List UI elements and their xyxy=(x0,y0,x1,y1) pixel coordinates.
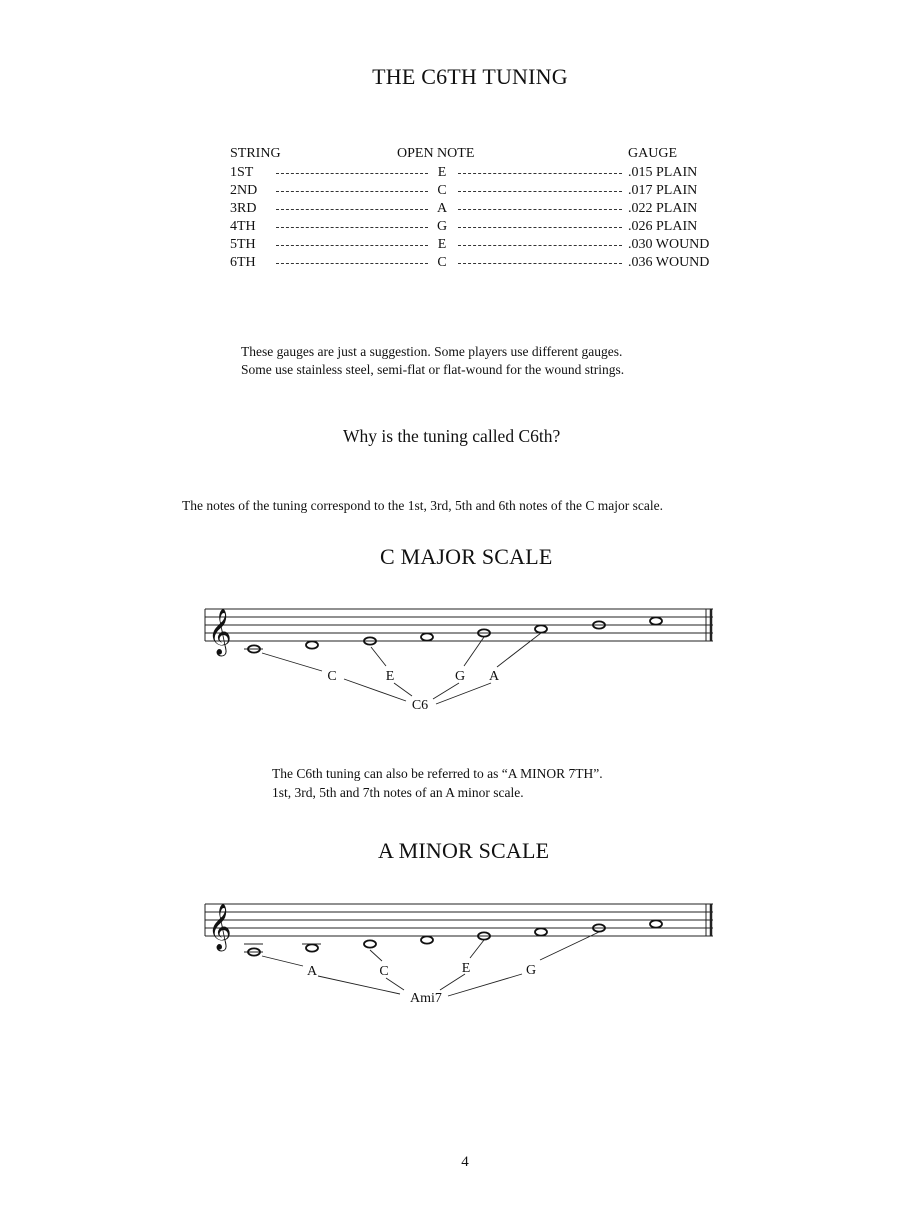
scale-note-label: G xyxy=(525,963,537,978)
dash-leader xyxy=(276,209,428,210)
gauge-note-line1: These gauges are just a suggestion. Some players use different gauges. xyxy=(241,344,623,359)
dash-leader xyxy=(458,245,622,246)
treble-clef-icon: 𝄞 xyxy=(208,904,232,949)
tuning-row xyxy=(230,182,730,200)
string-label: 4TH xyxy=(230,219,256,234)
open-note: G xyxy=(436,219,448,234)
c-major-staff xyxy=(0,595,900,720)
whole-note xyxy=(650,617,662,624)
page-number: 4 xyxy=(461,1154,469,1170)
chord-label: C6 xyxy=(411,698,429,713)
tuning-row xyxy=(230,200,730,218)
whole-note xyxy=(650,920,662,927)
explanation-text: The notes of the tuning correspond to the 1st, 3rd, 5th and 6th notes of the C major scale. xyxy=(182,498,664,513)
dash-leader xyxy=(276,173,428,174)
tuning-row xyxy=(230,254,730,272)
tuning-row xyxy=(230,218,730,236)
scale-note-label: G xyxy=(454,669,466,684)
scale-note-label: A xyxy=(306,964,318,979)
string-label: 6TH xyxy=(230,255,256,270)
dash-leader xyxy=(276,191,428,192)
whole-note xyxy=(306,944,318,951)
dash-leader xyxy=(276,263,428,264)
treble-clef-icon: 𝄞 xyxy=(208,609,232,654)
a-minor-title: A MINOR SCALE xyxy=(378,838,550,863)
gauge-value: .030 WOUND xyxy=(628,237,710,252)
dash-leader xyxy=(458,263,622,264)
string-label: 5TH xyxy=(230,237,256,252)
scale-note-label: C xyxy=(379,964,389,979)
open-note: E xyxy=(437,237,447,252)
whole-note xyxy=(535,625,547,632)
dash-leader xyxy=(458,191,622,192)
gauge-value: .022 PLAIN xyxy=(628,201,698,216)
gauge-value: .026 PLAIN xyxy=(628,219,698,234)
minor-note-line1: The C6th tuning can also be referred to as “A MINOR 7TH”. xyxy=(272,766,603,781)
question-heading: Why is the tuning called C6th? xyxy=(343,426,561,446)
scale-note-label: A xyxy=(488,669,500,684)
header-string: STRING xyxy=(230,146,281,161)
dash-leader xyxy=(458,173,622,174)
whole-note xyxy=(535,928,547,935)
dash-leader xyxy=(458,209,622,210)
dash-leader xyxy=(276,227,428,228)
header-open-note: OPEN NOTE xyxy=(397,146,475,161)
open-note: C xyxy=(437,183,447,198)
gauge-value: .036 WOUND xyxy=(628,255,710,270)
dash-leader xyxy=(276,245,428,246)
gauge-note-line2: Some use stainless steel, semi-flat or flat-wound for the wound strings. xyxy=(241,362,625,377)
string-label: 2ND xyxy=(230,183,258,198)
string-label: 1ST xyxy=(230,165,254,180)
dash-leader xyxy=(458,227,622,228)
gauge-value: .015 PLAIN xyxy=(628,165,698,180)
chord-label: Ami7 xyxy=(410,991,442,1006)
tuning-row xyxy=(230,236,730,254)
open-note: A xyxy=(436,201,448,216)
string-label: 3RD xyxy=(230,201,257,216)
whole-note xyxy=(364,940,376,947)
scale-note-label: E xyxy=(461,961,471,976)
gauge-value: .017 PLAIN xyxy=(628,183,698,198)
whole-note xyxy=(421,936,433,943)
c-major-title: C MAJOR SCALE xyxy=(380,544,553,569)
whole-note xyxy=(306,641,318,648)
header-gauge: GAUGE xyxy=(628,146,677,161)
page-title: THE C6TH TUNING xyxy=(372,64,568,89)
a-minor-staff xyxy=(0,890,900,1015)
tuning-row xyxy=(230,164,730,182)
scale-note-label: E xyxy=(385,669,395,684)
open-note: C xyxy=(437,255,447,270)
scale-note-label: C xyxy=(327,669,337,684)
minor-note-line2: 1st, 3rd, 5th and 7th notes of an A minor scale. xyxy=(272,785,524,800)
open-note: E xyxy=(437,165,447,180)
whole-note xyxy=(421,633,433,640)
